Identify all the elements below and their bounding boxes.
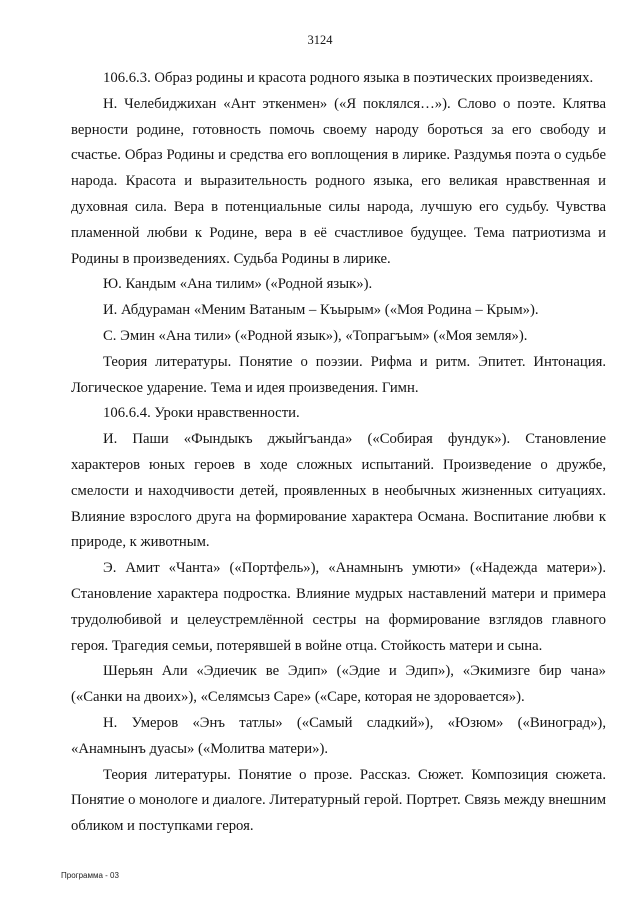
- paragraph-pashi: И. Паши «Фындыкъ джыйгъанда» («Собирая фундук»). Становление характеров юных героев в ходе сложных испытаний. Произведение о дружбе, смелости и находчивости детей, проявленных в необычных жизненных ситуациях. Влияние взрослого друга на формирование характера Османа. Воспитание любви к природе, к животным.: [71, 431, 606, 551]
- paragraph-kandym: Ю. Кандым «Ана тилим» («Родной язык»).: [103, 276, 373, 293]
- document-body: [71, 66, 606, 840]
- page-number: 3124: [307, 33, 333, 47]
- paragraph-amit: Э. Амит «Чанта» («Портфель»), «Анамнынъ умюти» («Надежда матери»). Становление характера подростка. Влияние мудрых наставлений матери и примера трудолюбивой и целеустремлённой сестры на формирование взглядов главного героя. Трагедия семьи, потерявшей в войне отца. Стойкость матери и сына.: [71, 560, 606, 654]
- paragraph-emin: С. Эмин «Ана тили» («Родной язык»), «Топрагъым» («Моя земля»).: [103, 327, 528, 344]
- paragraph-theory-poetry: Теория литературы. Понятие о поэзии. Рифма и ритм. Эпитет. Интонация. Логическое ударение. Тема и идея произведения. Гимн.: [71, 353, 606, 396]
- section-heading-106-6-3: 106.6.3. Образ родины и красота родного языка в поэтических произведениях.: [103, 70, 594, 86]
- paragraph-theory-prose: Теория литературы. Понятие о прозе. Рассказ. Сюжет. Композиция сюжета. Понятие о монологе и диалоге. Литературный герой. Портрет. Связь между внешним обликом и поступками героя.: [71, 766, 606, 835]
- footer-label: Программа - 03: [61, 871, 119, 880]
- paragraph-chelebidzhikhan: Н. Челебиджихан «Ант эткенмен» («Я поклялся…»). Слово о поэте. Клятва верности родине, готовность помочь своему народу бороться за его свободу и счастье. Образ Родины и средства его воплощения в лирике. Раздумья поэта о судьбе народа. Красота и выразительность родного языка, его великая нравственная и духовная сила. Вера в потенциальные силы народа, лучшую его судьбу. Чувства пламенной любви к Родине, вера в её счастливое будущее. Тема патриотизма и Родины в произведениях. Судьба Родины в лирике.: [71, 95, 606, 267]
- paragraph-abduraman: И. Абдураман «Меним Ватаным – Къырым» («Моя Родина – Крым»).: [103, 302, 539, 319]
- paragraph-sheryan-ali: Шерьян Али «Эдиечик ве Эдип» («Эдие и Эдип»), «Экимизге бир чана» («Санки на двоих»), «Селямсыз Саре» («Саре, которая не здоровается»).: [71, 663, 606, 706]
- section-heading-106-6-4: 106.6.4. Уроки нравственности.: [103, 405, 300, 422]
- paragraph-umerov: Н. Умеров «Энъ татлы» («Самый сладкий»), «Юзюм» («Виноград»), «Анамнынъ дуасы» («Молитва матери»).: [71, 714, 606, 757]
